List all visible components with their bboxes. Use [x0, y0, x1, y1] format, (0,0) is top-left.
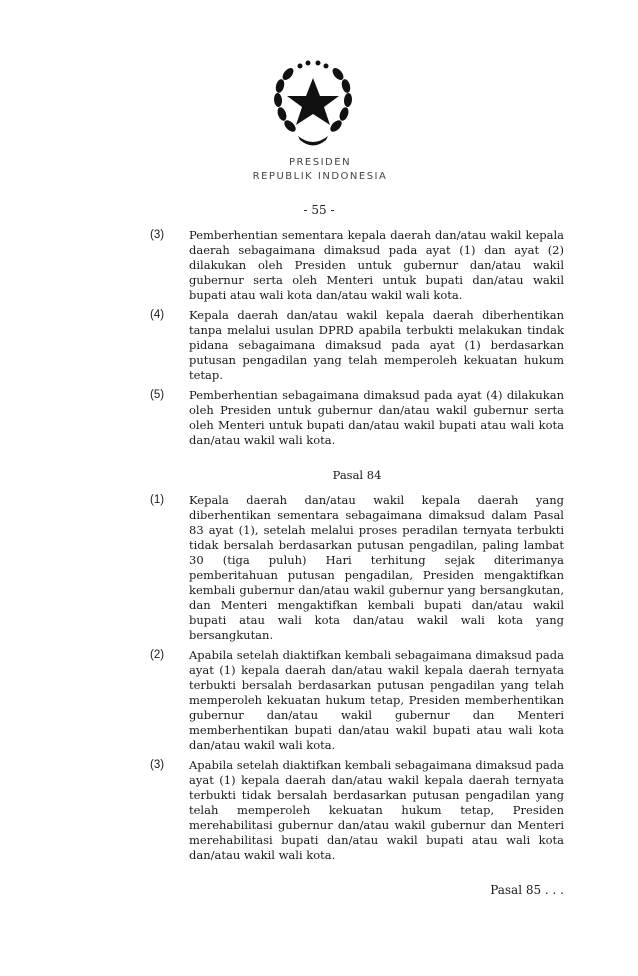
item-text: Apabila setelah diaktifkan kembali sebagaimana dimaksud pada ayat (1) kepala daerah dan/atau wakil kepala daerah ternyata terbukti bersalah berdasarkan putusan pengadilan yang telah memperoleh kekuatan hukum tetap, Presiden memberhentikan gubernur dan/atau wakil gubernur dan Menteri memberhentikan bupati dan/atau wakil bupati atau wali kota dan/atau wakil wali kota.: [189, 648, 564, 752]
item-number: (3): [150, 229, 165, 241]
list-item: [150, 758, 564, 863]
document-body: [150, 228, 564, 868]
list-item: [150, 228, 564, 303]
item-text: Pemberhentian sementara kepala daerah dan/atau wakil kepala daerah sebagaimana dimaksud pada ayat (1) dan ayat (2) dilakukan oleh Presiden untuk gubernur dan/atau wakil gubernur serta oleh Menteri untuk bupati dan/atau wakil bupati atau wali kota dan/atau wakil wali kota.: [189, 228, 564, 302]
section-heading-pasal-84: Pasal 84: [332, 468, 382, 482]
item-text: Apabila setelah diaktifkan kembali sebagaimana dimaksud pada ayat (1) kepala daerah dan/atau wakil kepala daerah ternyata terbukti tidak bersalah berdasarkan putusan pengadilan yang telah memperoleh kekuatan hukum tetap, Presiden merehabilitasi gubernur dan/atau wakil gubernur dan Menteri merehabilitasi bupati dan/atau wakil bupati atau wali kota dan/atau wakil wali kota.: [189, 758, 564, 862]
item-number: (2): [150, 649, 165, 661]
item-text: Kepala daerah dan/atau wakil kepala daerah diberhentikan tanpa melalui usulan DPRD apabila terbukti melakukan tindak pidana sebagaimana dimaksud pada ayat (1) berdasarkan putusan pengadilan yang telah memperoleh kekuatan hukum tetap.: [189, 308, 564, 382]
item-number: (4): [150, 309, 165, 321]
next-page-marker: Pasal 85 . . .: [490, 883, 564, 897]
header-president: PRESIDEN: [288, 157, 352, 168]
item-number: (1): [150, 494, 165, 506]
header-republic: REPUBLIK INDONESIA: [252, 171, 388, 182]
garuda-emblem-icon: [268, 56, 358, 156]
list-item: [150, 493, 564, 643]
list-item: [150, 308, 564, 383]
item-text: Kepala daerah dan/atau wakil kepala daerah yang diberhentikan sementara sebagaimana dimaksud dalam Pasal 83 ayat (1), setelah melalui proses peradilan ternyata terbukti tidak bersalah berdasarkan putusan pengadilan, paling lambat 30 (tiga puluh) Hari terhitung sejak diterimanya pemberitahuan putusan pengadilan, Presiden mengaktifkan kembali gubernur dan/atau wakil gubernur yang bersangkutan, dan Menteri mengaktifkan kembali bupati dan/atau wakil bupati atau wali kota dan/atau wakil wali kota yang bersangkutan.: [189, 493, 564, 642]
list-item: [150, 388, 564, 448]
list-item: [150, 648, 564, 753]
page-number: - 55 -: [303, 203, 335, 217]
item-number: (3): [150, 759, 165, 771]
item-text: Pemberhentian sebagaimana dimaksud pada ayat (4) dilakukan oleh Presiden untuk gubernur dan/atau wakil gubernur serta oleh Menteri untuk bupati dan/atau wakil bupati atau wali kota dan/atau wakil wali kota.: [189, 388, 564, 447]
item-number: (5): [150, 389, 165, 401]
